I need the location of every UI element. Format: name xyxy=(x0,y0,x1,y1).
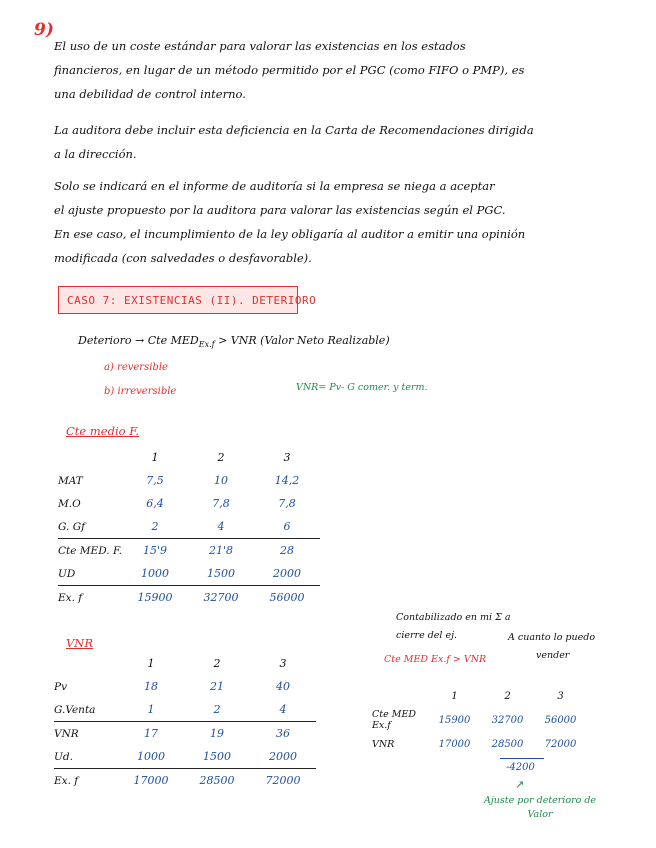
cell: 6,4 xyxy=(146,497,164,510)
column-header: 1 xyxy=(151,451,159,464)
cell: 4 xyxy=(217,520,225,533)
paragraph-line: a la dirección. xyxy=(54,147,137,161)
vnr-table xyxy=(54,652,316,792)
table-row xyxy=(58,515,320,539)
cell: 15900 xyxy=(438,714,471,726)
vnr-formula: VNR= Pv- G comer. y term. xyxy=(296,382,428,393)
adjustment-note-line1: Ajuste por deterioro de xyxy=(484,795,597,806)
cell: 56000 xyxy=(254,586,320,610)
paragraph-line: Solo se indicará en el informe de auditoría si la empresa se niega a aceptar xyxy=(54,179,495,193)
cell: 7,8 xyxy=(278,497,296,510)
vnr-section-title: VNR xyxy=(66,636,94,650)
cell: 1500 xyxy=(207,567,235,580)
table-row xyxy=(58,469,320,492)
difference-value: -4200 xyxy=(506,762,535,773)
paragraph-1 xyxy=(54,34,524,106)
cell: 15900 xyxy=(122,586,188,610)
paragraph-line: una debilidad de control interno. xyxy=(54,87,246,101)
cell: 17 xyxy=(118,722,184,746)
cell: 32700 xyxy=(188,586,254,610)
cell: 1 xyxy=(147,703,155,716)
row-label: G.Venta xyxy=(54,703,96,716)
table-row xyxy=(54,652,316,675)
cell: 21 xyxy=(210,680,224,693)
cost-section-title: Cte medio F. xyxy=(66,424,140,438)
side-note-line1: Contabilizado en mi Σ a xyxy=(396,612,511,623)
table-row xyxy=(54,769,316,793)
cell: 72000 xyxy=(544,738,577,750)
column-header: 2 xyxy=(217,451,225,464)
paragraph-line: modificada (con salvedades o desfavorable). xyxy=(54,251,312,265)
row-label: MAT xyxy=(58,474,83,487)
row-label: UD xyxy=(58,567,76,580)
row-label: Ex. f xyxy=(54,769,118,793)
case-title: CASO 7: EXISTENCIAS (II). DETERIORO xyxy=(67,293,317,307)
row-label: M.O xyxy=(58,497,81,510)
cell: 32700 xyxy=(491,714,524,726)
cell: 36 xyxy=(250,722,316,746)
side-note-right1: A cuanto lo puedo xyxy=(508,632,596,643)
option-b: b) irreversible xyxy=(104,386,177,397)
column-header: 3 xyxy=(557,690,564,702)
column-header: 1 xyxy=(451,690,458,702)
cell: 7,5 xyxy=(146,474,164,487)
definition-sub: Ex.f xyxy=(198,340,215,350)
column-header: 2 xyxy=(504,690,511,702)
table-row xyxy=(372,732,587,756)
cell: 28500 xyxy=(491,738,524,750)
table-row xyxy=(58,562,320,586)
table-row xyxy=(58,586,320,610)
table-row xyxy=(54,698,316,722)
side-note-condition: Cte MED Ex.f > VNR xyxy=(384,654,487,665)
column-header: 3 xyxy=(283,451,291,464)
cell: 21'8 xyxy=(188,539,254,563)
table-row xyxy=(372,708,587,732)
cell: 18 xyxy=(144,680,158,693)
row-label: G. Gf xyxy=(58,520,85,533)
table-row xyxy=(54,675,316,698)
cell: 28500 xyxy=(184,769,250,793)
table-row xyxy=(58,446,320,469)
cell: 40 xyxy=(276,680,290,693)
paragraph-line: La auditora debe incluir esta deficiencia en la Carta de Recomendaciones dirigida xyxy=(54,123,534,137)
adjustment-note xyxy=(484,794,596,822)
row-label: Cte MED. F. xyxy=(58,539,122,563)
cell: 19 xyxy=(184,722,250,746)
paragraph-line: En ese caso, el incumplimiento de la ley obligaría al auditor a emitir una opinión xyxy=(54,227,526,241)
side-note-line2: cierre del ej. xyxy=(396,630,458,641)
option-a: a) reversible xyxy=(104,362,168,373)
cost-table xyxy=(58,446,320,609)
cell: 2000 xyxy=(273,567,301,580)
definition-rest: > VNR (Valor Neto Realizable) xyxy=(218,334,390,347)
column-header: 3 xyxy=(279,657,287,670)
row-label: Cte MED Ex.f xyxy=(372,709,417,731)
cell: 1000 xyxy=(137,750,165,763)
table-row xyxy=(372,684,587,708)
paragraph-line: financieros, en lugar de un método permitido por el PGC (como FIFO o PMP), es xyxy=(54,63,525,77)
table-row xyxy=(54,722,316,746)
case-title-box xyxy=(58,286,317,314)
column-header: 1 xyxy=(147,657,155,670)
cell: 28 xyxy=(254,539,320,563)
cell: 2000 xyxy=(269,750,297,763)
table-row xyxy=(58,492,320,515)
definition-arrow: → xyxy=(135,334,145,347)
column-header: 2 xyxy=(213,657,221,670)
cell: 56000 xyxy=(544,714,577,726)
cell: 17000 xyxy=(118,769,184,793)
paragraph-2 xyxy=(54,118,534,166)
row-label: Pv xyxy=(54,680,67,693)
row-label: Ex. f xyxy=(58,586,122,610)
question-number: 9) xyxy=(34,20,54,40)
definition-prefix: Deterioro xyxy=(78,334,132,347)
row-label: VNR xyxy=(54,722,118,746)
row-label: Ud. xyxy=(54,750,73,763)
arrow-up-icon: ↗ xyxy=(515,778,525,791)
adjustment-note-line2: Valor xyxy=(527,809,553,820)
row-label: VNR xyxy=(372,738,395,750)
cell: 4 xyxy=(279,703,287,716)
cell: 1500 xyxy=(203,750,231,763)
table-row xyxy=(58,539,320,563)
cell: 2 xyxy=(151,520,159,533)
difference-underline xyxy=(500,758,544,759)
cell: 1000 xyxy=(141,567,169,580)
cell: 7,8 xyxy=(212,497,230,510)
paragraph-line: El uso de un coste estándar para valorar las existencias en los estados xyxy=(54,39,466,53)
cell: 17000 xyxy=(438,738,471,750)
cell: 6 xyxy=(283,520,291,533)
paragraph-3 xyxy=(54,174,525,270)
cell: 2 xyxy=(213,703,221,716)
cell: 15'9 xyxy=(122,539,188,563)
comparison-table xyxy=(372,684,587,756)
paragraph-line: el ajuste propuesto por la auditora para valorar las existencias según el PGC. xyxy=(54,203,506,217)
cell: 10 xyxy=(214,474,228,487)
cell: 72000 xyxy=(250,769,316,793)
cell: 14,2 xyxy=(274,474,300,487)
table-row xyxy=(54,745,316,769)
side-note-right2: vender xyxy=(536,650,570,661)
deterioro-definition xyxy=(78,334,390,349)
definition-main: Cte MED xyxy=(147,334,199,347)
